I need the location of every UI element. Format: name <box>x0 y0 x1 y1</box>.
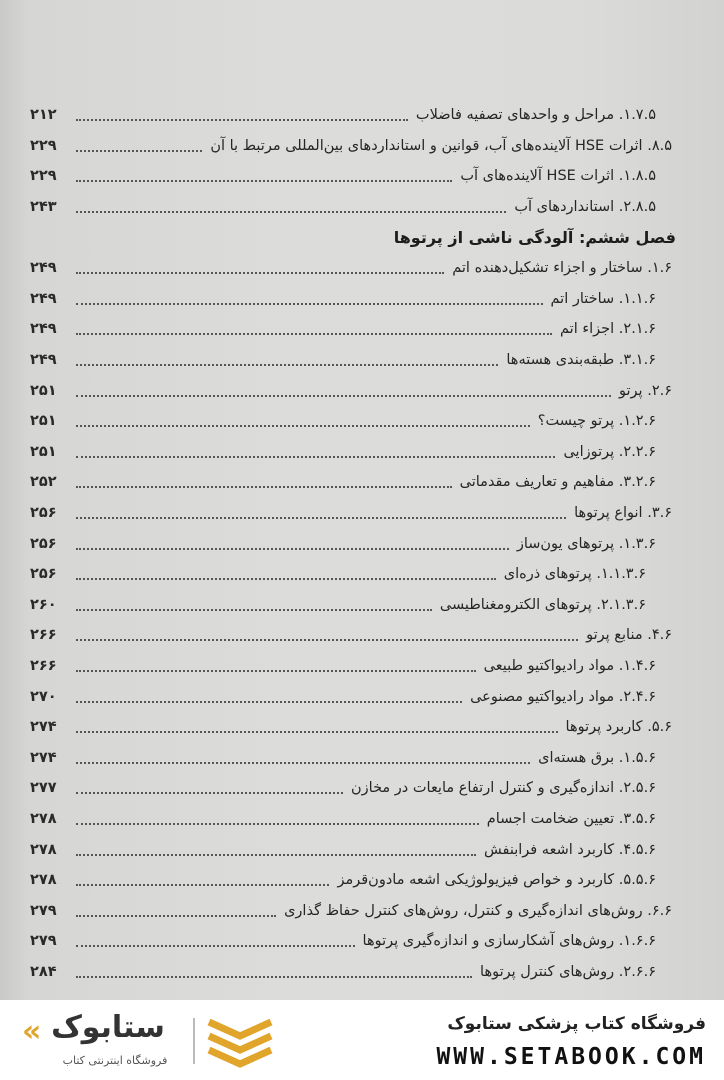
toc-entry-page: ۲۴۹ <box>30 352 57 369</box>
toc-entry-page: ۲۷۹ <box>30 902 57 919</box>
dot-leader <box>76 272 444 274</box>
store-footer <box>0 1000 724 1080</box>
toc-entry-title: ۱.۱.۶. ساختار اتم <box>550 290 656 307</box>
toc-entry-page: ۲۷۷ <box>30 780 57 797</box>
toc-entry-page: ۲۷۹ <box>30 933 57 950</box>
toc-entry-page: ۲۴۹ <box>30 260 57 277</box>
toc-entry-title: ۴.۶. منابع پرتو <box>586 627 672 644</box>
toc-entry-page: ۲۲۹ <box>30 168 57 185</box>
toc-entry <box>30 926 680 957</box>
toc-entry-page: ۲۸۴ <box>30 963 57 980</box>
toc-entry <box>30 375 680 406</box>
dot-leader <box>76 976 472 978</box>
toc-entry-title: ۶.۶. روش‌های اندازه‌گیری و کنترل، روش‌های کنترل حفاظ گذاری <box>284 902 672 919</box>
toc-entry <box>30 345 680 376</box>
dot-leader <box>76 609 432 611</box>
dot-leader <box>76 670 476 672</box>
toc-entry-page: ۲۵۱ <box>30 382 57 399</box>
toc-entry-page: ۲۷۸ <box>30 810 57 827</box>
toc-entry-page: ۲۴۳ <box>30 199 57 216</box>
chapter-heading: فصل ششم: آلودگی ناشی از پرتوها <box>393 228 676 248</box>
dot-leader <box>76 823 479 825</box>
toc-entry <box>30 314 680 345</box>
toc-entry-page: ۲۷۸ <box>30 872 57 889</box>
toc-entry-title: ۱.۳.۶. پرتوهای یون‌ساز <box>516 535 656 552</box>
dot-leader <box>76 578 496 580</box>
toc-entry-page: ۲۵۲ <box>30 474 57 491</box>
chevron-stack-icon <box>205 1016 275 1068</box>
toc-entry <box>30 834 680 865</box>
toc-entry <box>30 957 680 988</box>
dot-leader <box>76 119 408 121</box>
logo-divider <box>193 1018 195 1064</box>
toc-entry <box>30 161 680 192</box>
toc-entry-title: ۲.۲.۶. پرتوزایی <box>563 443 656 460</box>
dot-leader <box>76 701 462 703</box>
dot-leader <box>76 762 530 764</box>
toc-entry-page: ۲۵۱ <box>30 413 57 430</box>
toc-entry <box>30 131 680 162</box>
toc-entry-page: ۲۴۹ <box>30 290 57 307</box>
toc-entry <box>30 437 680 468</box>
toc-entry-title: ۳.۶. انواع پرتوها <box>574 505 672 522</box>
toc-entry-title: ۲.۸.۵. استانداردهای آب <box>514 199 656 216</box>
toc-entry-page: ۲۷۸ <box>30 841 57 858</box>
dot-leader <box>76 884 329 886</box>
dot-leader <box>76 425 530 427</box>
dot-leader <box>76 456 555 458</box>
toc-entry-page: ۲۱۲ <box>30 107 57 124</box>
toc-entry-page: ۲۵۶ <box>30 535 57 552</box>
toc-entry <box>30 590 680 621</box>
dot-leader <box>76 731 558 733</box>
toc-entry-page: ۲۶۰ <box>30 596 57 613</box>
toc-entry <box>30 498 680 529</box>
toc-entry <box>30 895 680 926</box>
dot-leader <box>76 639 578 641</box>
toc-entry-title: ۱.۲.۶. پرتو چیست؟ <box>537 413 656 430</box>
toc-entry-title: ۱.۸.۵. اثرات HSE آلاینده‌های آب <box>460 168 656 185</box>
toc-entry <box>30 253 680 284</box>
toc-entry-title: ۲.۶. پرتو <box>619 382 672 399</box>
logo-subtitle: فروشگاه اینترنتی کتاب <box>62 1054 168 1067</box>
dot-leader <box>76 945 355 947</box>
toc-entry <box>30 804 680 835</box>
toc-entry-page: ۲۷۴ <box>30 749 57 766</box>
toc-entry <box>30 773 680 804</box>
toc-entry-title: ۱.۷.۵. مراحل و واحدهای تصفیه فاضلاب <box>415 107 656 124</box>
dot-leader <box>76 915 276 917</box>
toc-entry-page: ۲۵۶ <box>30 566 57 583</box>
toc-entry <box>30 712 680 743</box>
toc-entry-page: ۲۷۴ <box>30 719 57 736</box>
toc-entry <box>30 528 680 559</box>
toc-entry-title: ۳.۵.۶. تعیین ضخامت اجسام <box>486 810 656 827</box>
toc-entry <box>30 100 680 131</box>
toc-entry-title: ۲.۱.۶. اجزاء اتم <box>560 321 656 338</box>
toc-entry-title: ۳.۲.۶. مفاهیم و تعاریف مقدماتی <box>459 474 656 491</box>
toc-entry-title: ۲.۴.۶. مواد رادیواکتیو مصنوعی <box>470 688 656 705</box>
logo-arrow-icon: « <box>22 1014 42 1049</box>
toc-entry-page: ۲۵۶ <box>30 505 57 522</box>
toc-entry-title: ۲.۶.۶. روش‌های کنترل پرتوها <box>480 963 656 980</box>
toc-entry-page: ۲۶۶ <box>30 657 57 674</box>
toc-entry <box>30 620 680 651</box>
toc-entry <box>30 406 680 437</box>
toc-entry-title: ۲.۱.۳.۶. پرتوهای الکترومغناطیسی <box>439 596 646 613</box>
dot-leader <box>76 333 552 335</box>
dot-leader <box>76 395 611 397</box>
toc-entry <box>30 742 680 773</box>
toc-entry-title: ۵.۵.۶. کاربرد و خواص فیزیولوژیکی اشعه مادون‌قرمز <box>337 872 656 889</box>
toc-entry-title: ۴.۵.۶. کاربرد اشعه فرابنفش <box>484 841 656 858</box>
table-of-contents <box>30 100 680 987</box>
toc-entry <box>30 192 680 223</box>
toc-entry-title: ۱.۱.۳.۶. پرتوهای ذره‌ای <box>503 566 646 583</box>
toc-entry-page: ۲۲۹ <box>30 137 57 154</box>
toc-entry <box>30 467 680 498</box>
store-name: فروشگاه کتاب پزشکی ستابوک <box>447 1014 706 1034</box>
dot-leader <box>76 548 509 550</box>
toc-entry-title: ۱.۶. ساختار و اجزاء تشکیل‌دهنده اتم <box>452 260 672 277</box>
toc-entry-page: ۲۴۹ <box>30 321 57 338</box>
dot-leader <box>76 364 498 366</box>
toc-entry <box>30 681 680 712</box>
logo-wordmark: ستابوک <box>51 1010 165 1045</box>
toc-entry-title: ۱.۴.۶. مواد رادیواکتیو طبیعی <box>483 657 656 674</box>
dot-leader <box>76 792 343 794</box>
toc-entry <box>30 284 680 315</box>
toc-entry <box>30 865 680 896</box>
toc-entry-page: ۲۶۶ <box>30 627 57 644</box>
toc-entry-title: ۱.۵.۶. برق هسته‌ای <box>538 749 656 766</box>
toc-entry <box>30 559 680 590</box>
toc-entry <box>30 651 680 682</box>
toc-entry-title: ۸.۵. اثرات HSE آلاینده‌های آب، قوانین و استانداردهای بین‌المللی مرتبط با آن <box>210 137 672 154</box>
dot-leader <box>76 303 543 305</box>
toc-entry-title: ۵.۶. کاربرد پرتوها <box>565 719 672 736</box>
toc-entry-page: ۲۷۰ <box>30 688 57 705</box>
dot-leader <box>76 517 566 519</box>
toc-entry-title: ۱.۶.۶. روش‌های آشکارسازی و اندازه‌گیری پرتوها <box>362 933 656 950</box>
toc-entry-title: ۳.۱.۶. طبقه‌بندی هسته‌ها <box>506 352 656 369</box>
toc-entry-title: ۲.۵.۶. اندازه‌گیری و کنترل ارتفاع مایعات در مخازن <box>351 780 656 797</box>
store-url: WWW.SETABOOK.COM <box>436 1044 706 1070</box>
dot-leader <box>76 180 452 182</box>
toc-entry-page: ۲۵۱ <box>30 443 57 460</box>
dot-leader <box>76 150 202 152</box>
dot-leader <box>76 486 452 488</box>
dot-leader <box>76 211 506 213</box>
dot-leader <box>76 854 476 856</box>
